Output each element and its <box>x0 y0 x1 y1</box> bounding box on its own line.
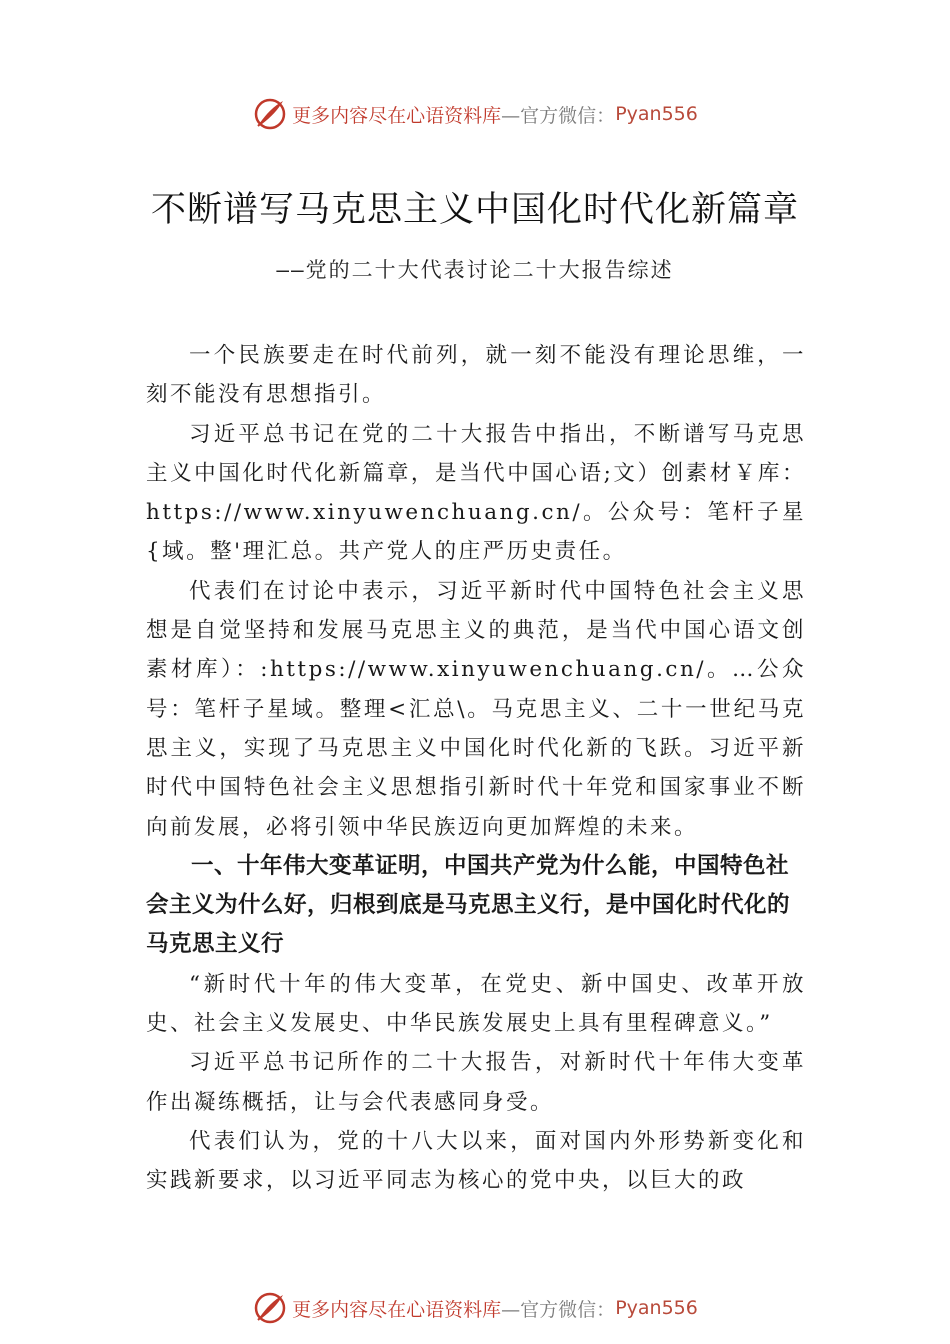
paragraph: “新时代十年的伟大变革，在党史、新中国史、改革开放史、社会主义发展史、中华民族发展史上具有里程碑意义。” <box>146 971 806 1037</box>
banner-gray-text: —官方微信： <box>501 104 616 127</box>
banner-gray-text: —官方微信： <box>501 1298 616 1321</box>
header-watermark-banner <box>0 96 950 132</box>
document-title: 不断谱写马克思主义中国化时代化新篇章 <box>150 190 799 230</box>
footer-watermark-banner <box>0 1290 950 1326</box>
paragraph: 代表们认为，党的十八大以来，面对国内外形势新变化和实践新要求，以习近平同志为核心的党中央，以巨大的政 <box>146 1128 806 1194</box>
quill-logo-icon <box>252 1290 288 1326</box>
document-subtitle: ——党的二十大代表讨论二十大报告综述 <box>276 258 674 282</box>
paragraph: 习近平总书记所作的二十大报告，对新时代十年伟大变革作出凝练概括，让与会代表感同身受。 <box>146 1050 806 1115</box>
banner-red-text: 更多内容尽在心语资料库 <box>292 1298 502 1321</box>
banner-wechat-id: Pyan556 <box>615 103 698 125</box>
paragraph: 习近平总书记在党的二十大报告中指出，不断谱写马克思主义中国化时代化新篇章，是当代中国心语;文）创素材￥库：https://www.xinyuwenchuang.cn/。公众号：笔杆子星{域。整'理汇总。共产党人的庄严历史责任。 <box>146 421 806 565</box>
document-body <box>146 336 806 1201</box>
quill-logo-icon <box>252 96 288 132</box>
paragraph: 代表们在讨论中表示，习近平新时代中国特色社会主义思想是自觉坚持和发展马克思主义的典范，是当代中国心语文创素材库）：:https://www.xinyuwenchuang.cn/。…公众号：笔杆子星域。整理<汇总\。马克思主义、二十一世纪马克思主义，实现了马克思主义中国化时代化新的飞跃。习近平新时代中国特色社会主义思想指引新时代十年党和国家事业不断向前发展，必将引领中华民族迈向更加辉煌的未来。 <box>146 578 806 840</box>
banner-wechat-id: Pyan556 <box>615 1297 698 1319</box>
section-heading: 一、十年伟大变革证明，中国共产党为什么能，中国特色社会主义为什么好，归根到底是马克思主义行，是中国化时代化的马克思主义行 <box>146 852 791 958</box>
banner-red-text: 更多内容尽在心语资料库 <box>292 104 502 127</box>
paragraph: 一个民族要走在时代前列，就一刻不能没有理论思维，一刻不能没有思想指引。 <box>146 343 806 408</box>
